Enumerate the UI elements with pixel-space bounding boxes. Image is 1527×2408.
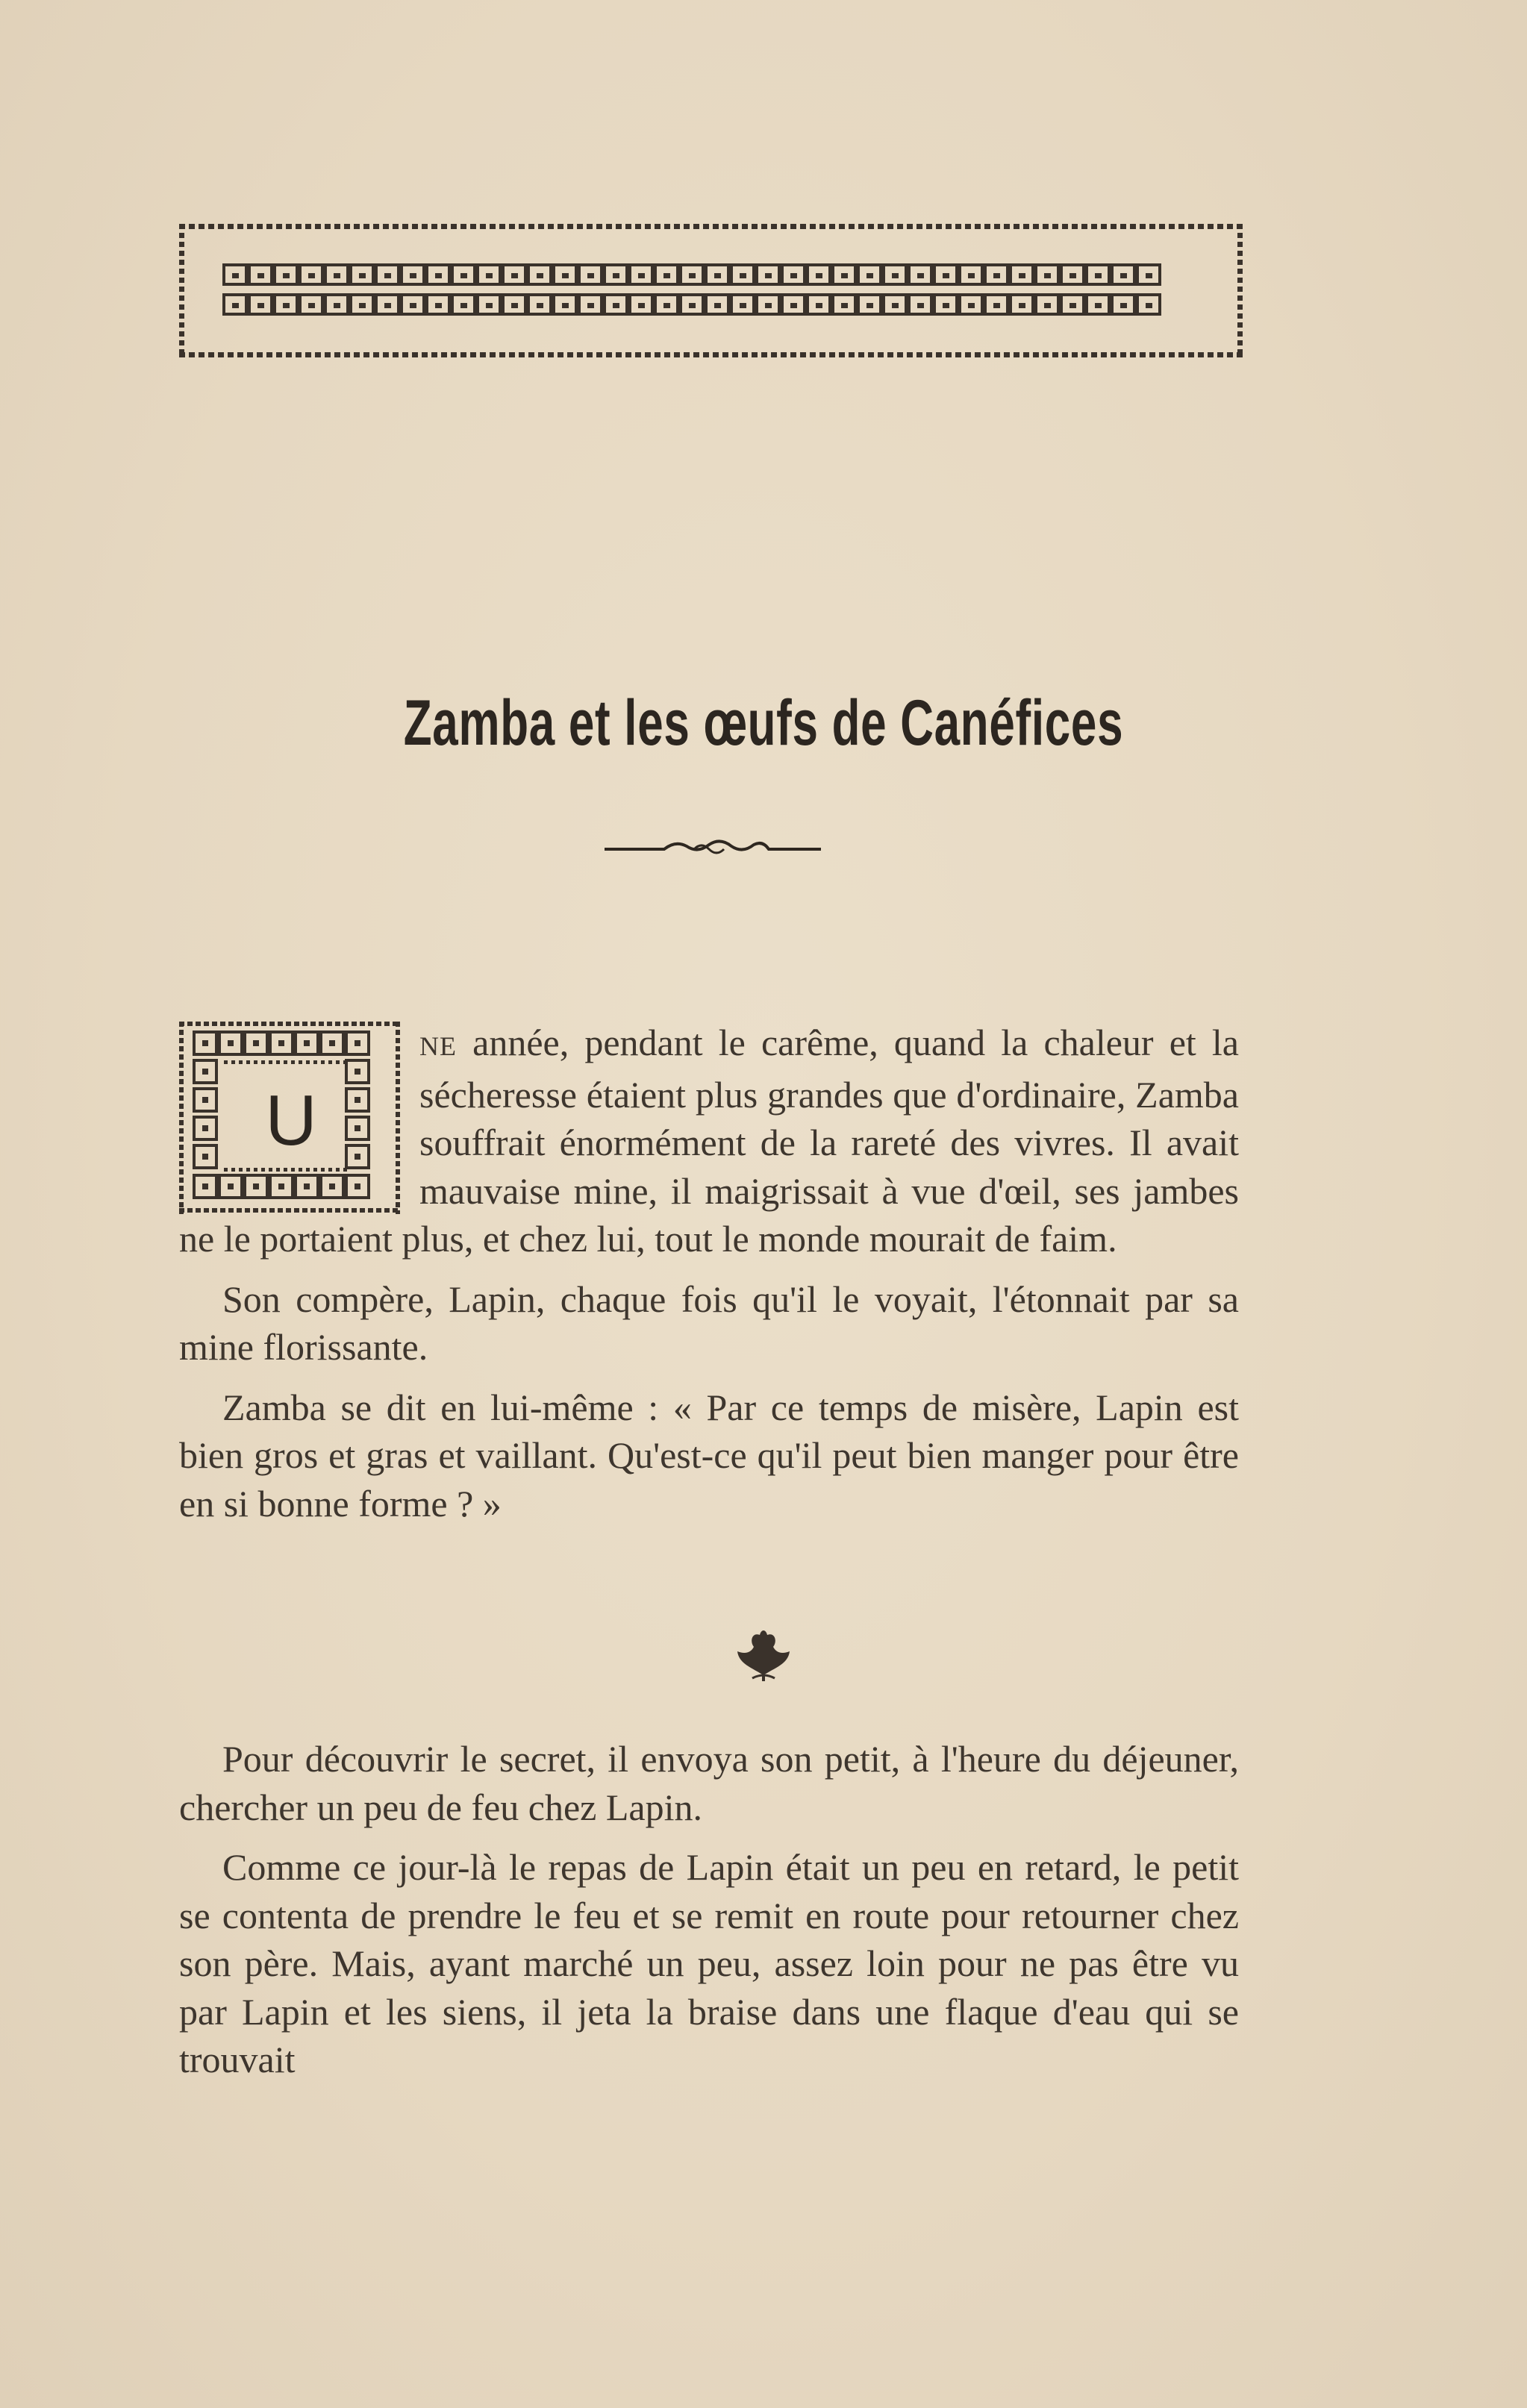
dropcap-letter: U — [265, 1081, 317, 1160]
dropcap-ornament — [179, 1022, 403, 1214]
paragraph-1 — [179, 1019, 1239, 1263]
title-rule-ornament — [605, 827, 821, 864]
body-text-section-1 — [179, 1019, 1239, 1539]
fleuron-ornament — [0, 1623, 1527, 1686]
body-text-section-2 — [179, 1735, 1239, 2096]
chapter-title: Zamba et les œufs de Canéfices — [403, 687, 1124, 759]
paragraph-4: Pour découvrir le secret, il envoya son petit, à l'heure du déjeuner, chercher un peu de feu chez Lapin. — [179, 1738, 1239, 1828]
paragraph-1-text: année, pendant le carême, quand la chaleur et la sécheresse étaient plus grandes que d'ordinaire, Zamba souffrait énormément de la rareté des vivres. Il avait mauvaise mine, il maigrissait à vue d'œil, ses jambes ne le portaient plus, et chez lui, tout le monde mourait de faim. — [179, 1022, 1239, 1260]
paragraph-5: Comme ce jour-là le repas de Lapin était un peu en retard, le petit se contenta de prendre le feu et se remit en route pour retourner chez son père. Mais, ayant marché un peu, assez loin pour ne pas être vu par Lapin et les siens, il jeta la braise dans une flaque d'eau qui se trouvait — [179, 1846, 1239, 2080]
paragraph-2: Son compère, Lapin, chaque fois qu'il le voyait, l'étonnait par sa mine florissante. — [179, 1278, 1239, 1368]
smallcaps-lead: NE — [419, 1031, 457, 1061]
paragraph-3: Zamba se dit en lui-même : « Par ce temps de misère, Lapin est bien gros et gras et vaillant. Qu'est-ce qu'il peut bien manger pour être en si bonne forme ? » — [179, 1386, 1239, 1524]
header-border-ornament — [179, 224, 1243, 358]
